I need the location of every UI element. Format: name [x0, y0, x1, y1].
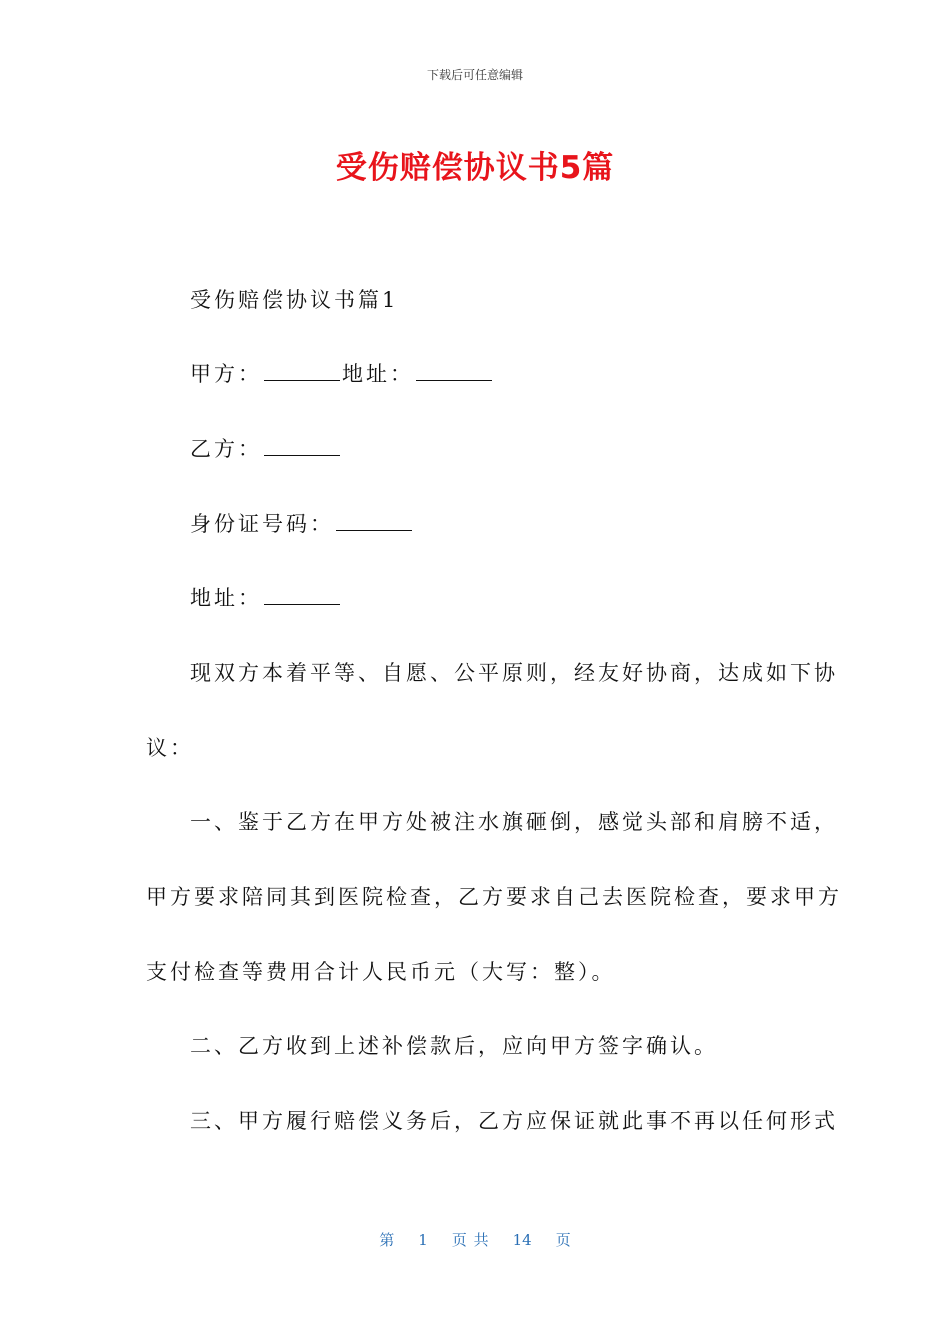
footer-page-total: 14: [512, 1231, 532, 1249]
clause-1-line-2: 甲方要求陪同其到医院检查，乙方要求自己去医院检查，要求甲方: [146, 885, 842, 909]
party-a-address-label: 地址：: [342, 362, 414, 386]
footer-page-number: 1: [418, 1231, 428, 1249]
section-title: 受伤赔偿协议书篇1: [190, 288, 399, 312]
clause-3-line-1: 三、甲方履行赔偿义务后，乙方应保证就此事不再以任何形式: [190, 1109, 838, 1133]
page-footer: [0, 1229, 950, 1250]
party-b-line: [190, 433, 850, 463]
id-number-label: 身份证号码：: [190, 512, 334, 536]
party-b-label: 乙方：: [190, 437, 262, 461]
address-line: [190, 582, 850, 612]
clause-2: 二、乙方收到上述补偿款后，应向甲方签字确认。: [190, 1034, 718, 1058]
party-a-blank: [264, 362, 340, 381]
footer-page-suffix: 页: [555, 1231, 571, 1249]
clause-1-line-1: 一、鉴于乙方在甲方处被注水旗砸倒，感觉头部和肩膀不适，: [190, 810, 838, 834]
footer-page-mid: 页 共: [451, 1231, 489, 1249]
party-b-blank: [264, 437, 340, 456]
address-label: 地址：: [190, 586, 262, 610]
intro-paragraph-line-1: 现双方本着平等、自愿、公平原则，经友好协商，达成如下协: [190, 661, 838, 685]
intro-paragraph-line-2: 议：: [146, 736, 194, 760]
party-a-address-blank: [416, 362, 492, 381]
party-a-line: [190, 358, 850, 388]
clause-1-line-3: 支付检查等费用合计人民币元（大写：整）。: [146, 960, 616, 984]
party-a-label: 甲方：: [190, 362, 262, 386]
document-title: 受伤赔偿协议书5篇: [335, 150, 615, 186]
address-blank: [264, 586, 340, 605]
footer-page-prefix: 第: [379, 1231, 395, 1249]
id-number-blank: [336, 512, 412, 531]
id-number-line: [190, 508, 850, 538]
header-note: 下载后可任意编辑: [426, 68, 523, 82]
